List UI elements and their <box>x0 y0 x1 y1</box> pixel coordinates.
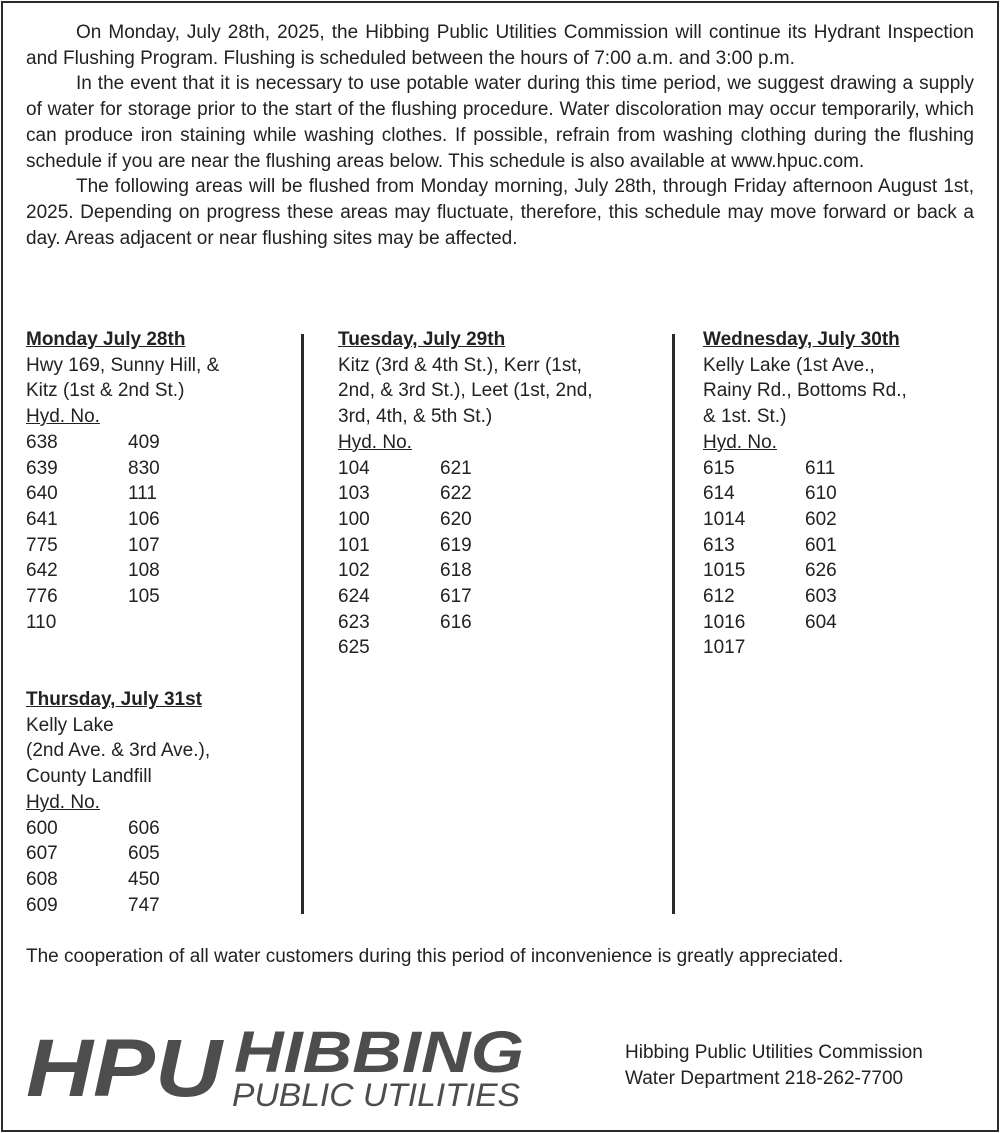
hydrant-number: 747 <box>128 894 160 916</box>
area-line: County Landfill <box>26 766 152 788</box>
hydrant-row <box>26 867 288 893</box>
hydrant-number: 615 <box>703 457 735 479</box>
hydrant-number: 621 <box>440 457 472 479</box>
intro-paragraph-1: On Monday, July 28th, 2025, the Hibbing Public Utilities Commission will continue its Hydrant Inspection and Flushing Program. Flushing is scheduled between the hours of 7:00 a.m. and 3:00 p.m. <box>26 22 974 69</box>
hydrant-number: 105 <box>128 586 160 608</box>
hydrant-number: 624 <box>338 586 370 608</box>
hydrant-row <box>338 533 658 559</box>
hydrant-row <box>703 584 983 610</box>
closing-note: The cooperation of all water customers during this period of inconvenience is greatly appreciated. <box>26 946 844 967</box>
hydrant-number: 104 <box>338 457 370 479</box>
hydrant-row <box>703 507 983 533</box>
hydrant-number: 616 <box>440 611 472 633</box>
hydrant-number: 625 <box>338 637 370 659</box>
thursday-schedule <box>26 687 288 918</box>
logo-hibbing-text: HIBBING <box>234 1020 524 1085</box>
hydrant-number: 830 <box>128 457 160 479</box>
hydrant-number: 620 <box>440 508 472 530</box>
hydrant-number: 614 <box>703 483 735 505</box>
hydrant-number: 640 <box>26 483 58 505</box>
hydrant-row <box>26 533 288 559</box>
area-line: Hwy 169, Sunny Hill, & <box>26 354 220 376</box>
hydrant-row <box>338 481 658 507</box>
hydrant-row <box>26 456 288 482</box>
hydrant-row <box>26 893 288 919</box>
hydrant-list <box>26 816 288 919</box>
hydrant-number: 603 <box>805 586 837 608</box>
hydrant-number: 619 <box>440 534 472 556</box>
hydrant-number: 623 <box>338 611 370 633</box>
hibbing-public-utilities-logo <box>20 1016 540 1116</box>
hydrant-row <box>26 507 288 533</box>
hydrant-number: 600 <box>26 817 58 839</box>
hydrant-row <box>703 558 983 584</box>
hydrant-number: 606 <box>128 817 160 839</box>
hydrant-number: 608 <box>26 868 58 890</box>
hydrant-number: 106 <box>128 508 160 530</box>
hydrant-number: 1017 <box>703 637 746 659</box>
hydrant-number: 604 <box>805 611 837 633</box>
hydrant-number: 601 <box>805 534 837 556</box>
day-title: Thursday, July 31st <box>26 689 202 710</box>
hydrant-number: 1014 <box>703 508 746 530</box>
contact-organization: Hibbing Public Utilities Commission <box>625 1042 923 1063</box>
hydrant-number: 409 <box>128 431 160 453</box>
intro-text <box>26 20 974 251</box>
hydrant-number-heading: Hyd. No. <box>338 431 412 453</box>
contact-department-phone: Water Department 218-262-7700 <box>625 1068 904 1089</box>
hydrant-number: 100 <box>338 508 370 530</box>
hydrant-row <box>26 430 288 456</box>
logo-public-utilities-text: PUBLIC UTILITIES <box>232 1077 520 1113</box>
hydrant-number: 642 <box>26 560 58 582</box>
hydrant-number: 101 <box>338 534 370 556</box>
contact-block <box>625 1040 923 1092</box>
hydrant-list <box>338 456 658 662</box>
hydrant-number: 622 <box>440 483 472 505</box>
logo-hpu-mark: HPU <box>26 1023 225 1114</box>
hydrant-number-heading: Hyd. No. <box>703 431 777 453</box>
hydrant-number: 107 <box>128 534 160 556</box>
area-line: 3rd, 4th, & 5th St.) <box>338 406 493 428</box>
hydrant-number: 1016 <box>703 611 746 633</box>
hydrant-row <box>703 456 983 482</box>
hydrant-number: 611 <box>805 457 836 479</box>
hydrant-number: 605 <box>128 843 160 865</box>
hydrant-number: 776 <box>26 586 58 608</box>
hydrant-row <box>338 610 658 636</box>
hydrant-number: 108 <box>128 560 160 582</box>
hydrant-number: 641 <box>26 508 58 530</box>
hydrant-number: 102 <box>338 560 370 582</box>
wednesday-schedule <box>703 327 983 661</box>
column-divider <box>301 334 304 914</box>
hydrant-number: 609 <box>26 894 58 916</box>
area-line: Kelly Lake <box>26 714 114 736</box>
hydrant-number: 613 <box>703 534 735 556</box>
area-line: Kitz (3rd & 4th St.), Kerr (1st, <box>338 354 582 376</box>
hydrant-row <box>703 610 983 636</box>
hydrant-number: 638 <box>26 431 58 453</box>
hydrant-number: 103 <box>338 483 370 505</box>
hydrant-row <box>703 533 983 559</box>
area-line: Kitz (1st & 2nd St.) <box>26 380 185 402</box>
hydrant-row <box>26 841 288 867</box>
intro-paragraph-3: The following areas will be flushed from Monday morning, July 28th, through Friday afternoon August 1st, 2025. Depending on progress these areas may fluctuate, therefore, this schedule may move forward or back a day. Areas adjacent or near flushing sites may be affected. <box>26 176 974 249</box>
hydrant-number: 618 <box>440 560 472 582</box>
hydrant-number: 626 <box>805 560 837 582</box>
hydrant-number: 775 <box>26 534 58 556</box>
tuesday-schedule <box>338 327 658 661</box>
hydrant-row <box>338 584 658 610</box>
hydrant-number: 612 <box>703 586 735 608</box>
hydrant-row <box>703 635 983 661</box>
hydrant-number: 450 <box>128 868 160 890</box>
hydrant-number: 617 <box>440 586 472 608</box>
hydrant-row <box>26 481 288 507</box>
hydrant-number-heading: Hyd. No. <box>26 791 100 813</box>
area-line: 2nd, & 3rd St.), Leet (1st, 2nd, <box>338 380 593 402</box>
hydrant-number: 1015 <box>703 560 746 582</box>
hydrant-number: 610 <box>805 483 837 505</box>
day-title: Monday July 28th <box>26 329 186 350</box>
hydrant-row <box>26 610 288 636</box>
hydrant-row <box>338 507 658 533</box>
hydrant-number: 602 <box>805 508 837 530</box>
hydrant-row <box>26 816 288 842</box>
hydrant-row <box>26 558 288 584</box>
hydrant-number: 607 <box>26 843 58 865</box>
hydrant-row <box>338 635 658 661</box>
area-line: Kelly Lake (1st Ave., <box>703 354 875 376</box>
hydrant-list <box>703 456 983 662</box>
day-title: Tuesday, July 29th <box>338 329 506 350</box>
area-line: (2nd Ave. & 3rd Ave.), <box>26 740 211 762</box>
hydrant-number: 110 <box>26 611 57 633</box>
area-line: & 1st. St.) <box>703 406 787 428</box>
hydrant-number: 111 <box>128 483 157 505</box>
hydrant-number-heading: Hyd. No. <box>26 406 100 428</box>
hydrant-number: 639 <box>26 457 58 479</box>
hydrant-row <box>338 558 658 584</box>
column-divider <box>672 334 675 914</box>
monday-schedule <box>26 327 288 635</box>
intro-paragraph-2: In the event that it is necessary to use potable water during this time period, we suggest drawing a supply of water for storage prior to the start of the flushing procedure. Water discoloration may occur temporarily, which can produce iron staining while washing clothes. If possible, refrain from washing clothing during the flushing schedule if you are near the flushing areas below. This schedule is also available at www.hpuc.com. <box>26 73 974 172</box>
area-line: Rainy Rd., Bottoms Rd., <box>703 380 907 402</box>
hydrant-list <box>26 430 288 636</box>
hydrant-row <box>703 481 983 507</box>
hydrant-row <box>26 584 288 610</box>
hydrant-row <box>338 456 658 482</box>
day-title: Wednesday, July 30th <box>703 329 900 350</box>
